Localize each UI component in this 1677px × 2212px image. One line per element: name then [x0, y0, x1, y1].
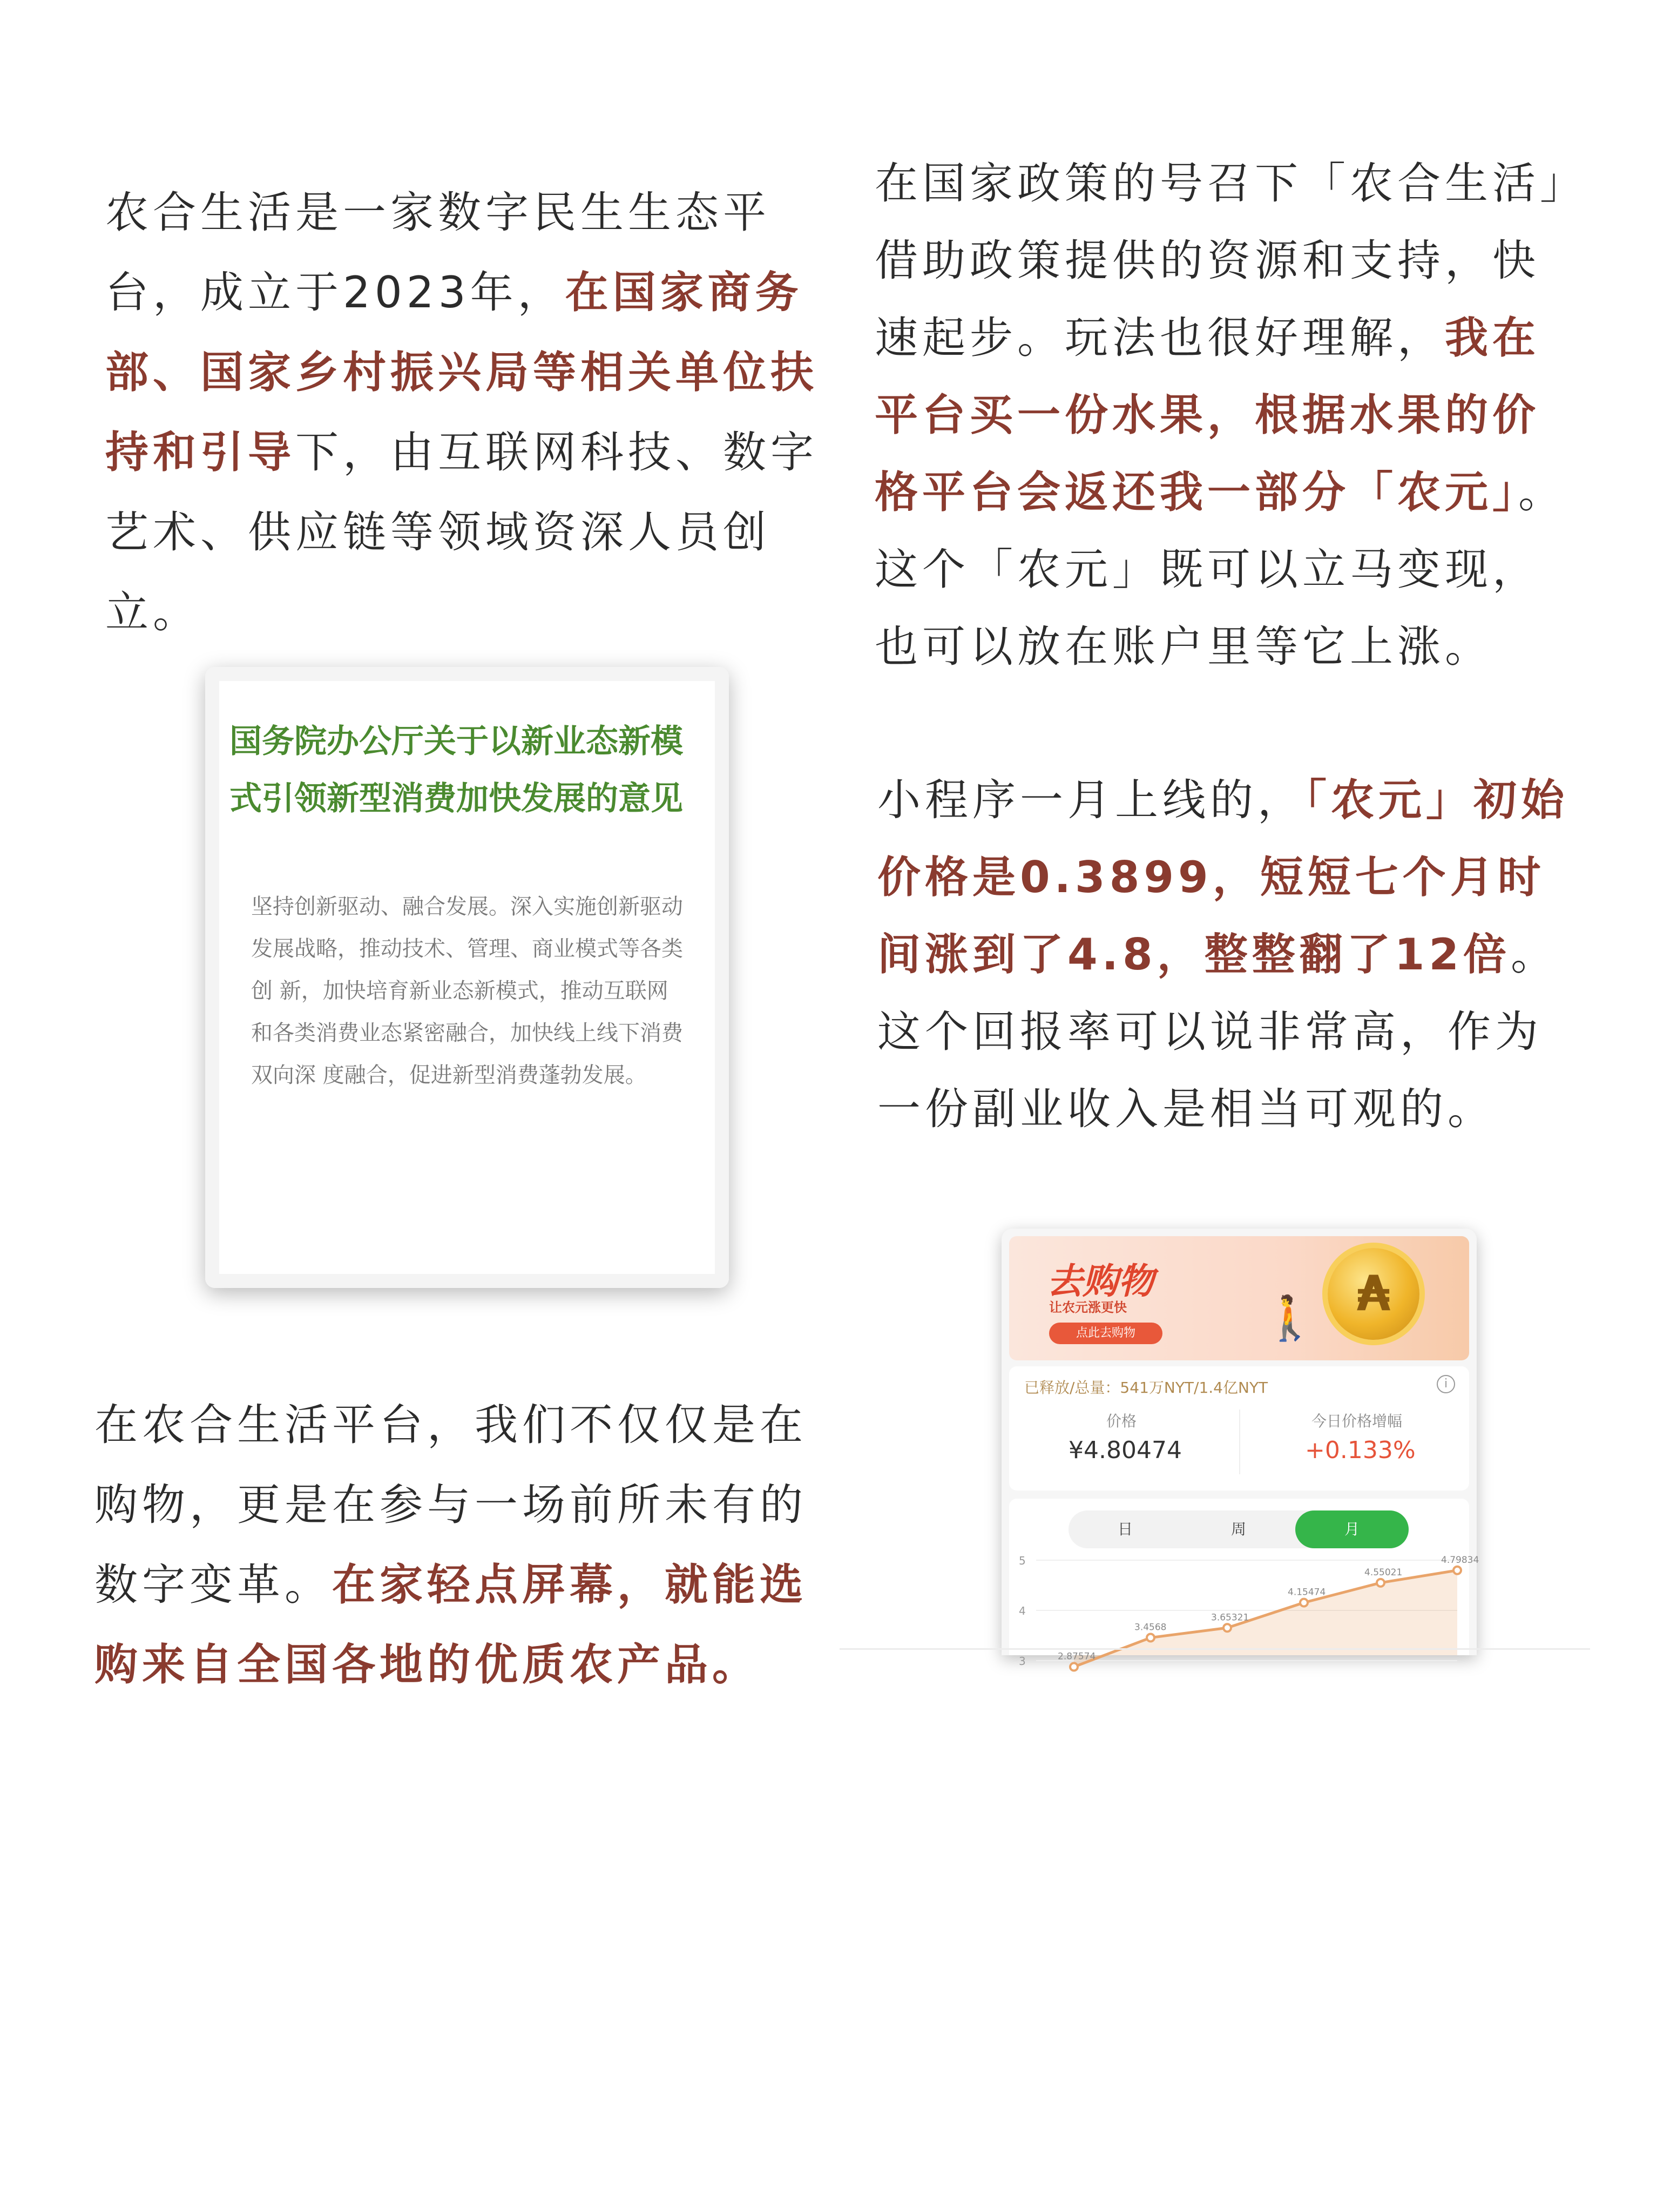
point-label: 4.15474 — [1288, 1587, 1326, 1598]
point-label: 3.4568 — [1134, 1622, 1167, 1633]
tab-month[interactable]: 月 — [1295, 1510, 1409, 1548]
y-tick-label: 4 — [1019, 1604, 1026, 1617]
change-label: 今日价格增幅 — [1311, 1412, 1403, 1430]
body-text: 小程序一月上线的， — [877, 775, 1305, 825]
point-label: 4.79834 — [1441, 1554, 1479, 1566]
go-shopping-button[interactable]: 点此去购物 — [1049, 1323, 1162, 1344]
period-tabs — [1069, 1510, 1409, 1548]
price-point — [1147, 1634, 1154, 1642]
banner-title: 去购物 — [1047, 1260, 1154, 1302]
price-chart-panel — [1009, 1499, 1479, 1668]
shopper-icon: 🚶 — [1263, 1293, 1317, 1343]
highlighted-text: 在国家商务部、国家乡村振兴局等相关单位扶持和引导 — [105, 267, 818, 477]
price-chart — [1009, 1553, 1479, 1668]
point-label: 2.87574 — [1058, 1651, 1096, 1662]
info-icon[interactable]: i — [1437, 1375, 1455, 1393]
policy-body: 坚持创新驱动、融合发展。深入实施创新驱动发展战略，推动技术、管理、商业模式等各类创 新，加快培育新业态新模式，推动互联网和各类消费业态紧密融合，加快线上线下消费双向深 度融合，促进新型消费蓬勃发展。 — [251, 894, 683, 1088]
price-value: ¥4.80474 — [1069, 1437, 1182, 1464]
change-value: +0.133% — [1305, 1437, 1416, 1464]
released-total: 已释放/总量：541万NYT/1.4亿NYT — [1024, 1379, 1268, 1397]
body-text: 。这个「农元」既可以立马变现，也可以放在账户里等它上涨。 — [875, 467, 1566, 672]
body-text: 。这个回报率可以说非常高，作为一份副业收入是相当可观的。 — [877, 929, 1559, 1134]
price-area — [1074, 1570, 1457, 1667]
policy-support-paragraph — [875, 145, 1582, 685]
tab-week[interactable]: 周 — [1230, 1520, 1246, 1538]
policy-card-inner — [229, 691, 705, 1264]
price-point — [1070, 1663, 1078, 1671]
highlighted-text: 我在平台买一份水果，根据水果的价格平台会返还我一部分「农元」 — [875, 313, 1540, 517]
point-label: 4.55021 — [1364, 1567, 1403, 1578]
body-text: 在农合生活平台，我们不仅仅是在购物，更是在参与一场前所未有的数字变革。 — [94, 1400, 807, 1610]
y-tick-label: 5 — [1019, 1554, 1026, 1567]
price-point — [1223, 1624, 1231, 1631]
price-point — [1453, 1567, 1461, 1574]
tab-day[interactable]: 日 — [1117, 1520, 1133, 1538]
price-stats-panel — [1009, 1366, 1469, 1491]
body-text: 下，由互联网科技、数字艺术、供应链等领域资深人员创立。 — [105, 427, 818, 637]
price-label: 价格 — [1106, 1412, 1137, 1430]
y-tick-label: 3 — [1019, 1655, 1026, 1668]
banner-subtitle: 让农元涨更快 — [1049, 1300, 1127, 1315]
coin-icon: ₳ — [1328, 1248, 1419, 1340]
body-text: 在国家政策的号召下「农合生活」借助政策提供的资源和支持，快速起步。玩法也很好理解， — [875, 158, 1566, 363]
price-growth-paragraph — [877, 761, 1585, 1148]
price-point — [1300, 1599, 1308, 1607]
shopping-banner[interactable] — [1009, 1236, 1469, 1360]
app-screenshot — [1002, 1229, 1479, 1668]
policy-card — [205, 667, 729, 1288]
bottom-divider — [840, 1648, 1590, 1650]
body-text: 农合生活是一家数字民生生态平台，成立于2023年， — [105, 187, 770, 318]
stats-divider — [1239, 1410, 1240, 1474]
point-label: 3.65321 — [1211, 1612, 1249, 1623]
platform-paragraph — [94, 1385, 834, 1705]
policy-title: 国务院办公厅关于以新业态新模式引领新型消费加快发展的意见 — [229, 723, 683, 818]
highlighted-text: 「农元」初始价格是0.3899，短短七个月时间涨到了4.8，整整翻了12倍 — [877, 775, 1568, 980]
highlighted-text: 在家轻点屏幕，就能选购来自全国各地的优质农产品。 — [94, 1560, 807, 1690]
intro-paragraph — [105, 173, 829, 652]
price-point — [1377, 1579, 1384, 1587]
